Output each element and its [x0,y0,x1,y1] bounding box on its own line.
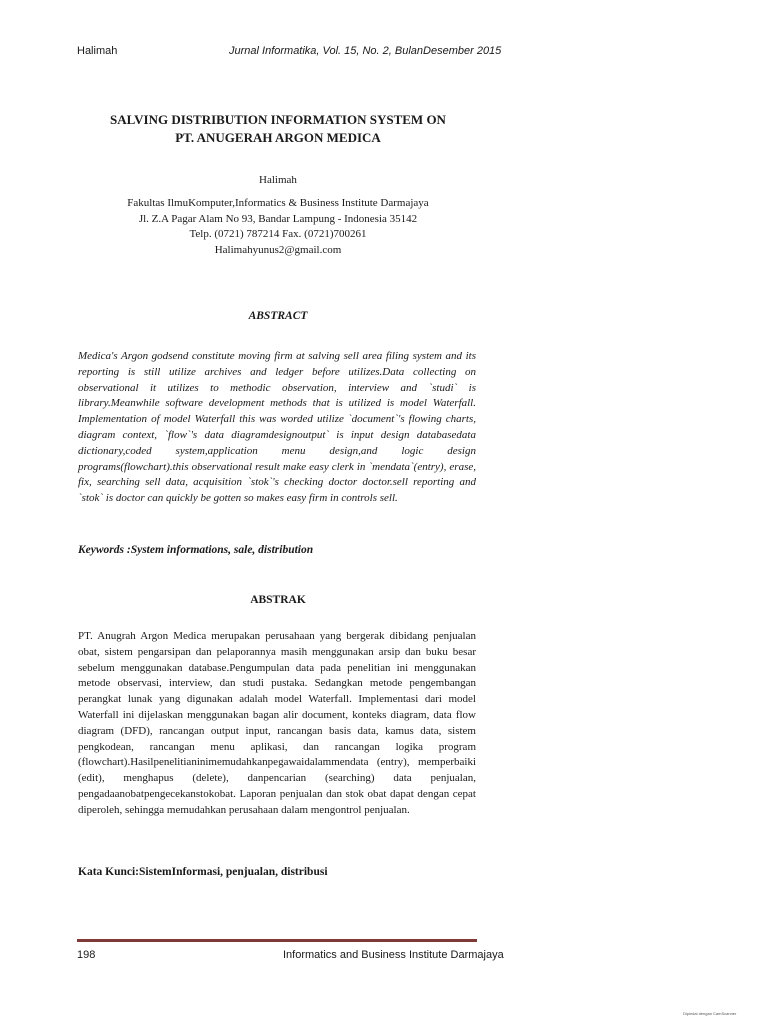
page-number: 198 [77,949,96,961]
paper-title [80,111,476,147]
paper-title-line-2: PT. ANUGERAH ARGON MEDICA [175,130,381,145]
email: Halimahyunus2@gmail.com [214,243,342,256]
footer-institution: Informatics and Business Institute Darmajaya [283,949,504,961]
address: Jl. Z.A Pagar Alam No 93, Bandar Lampung - Indonesia 35142 [138,212,418,225]
author-name: Halimah [259,174,297,186]
abstrak-heading: ABSTRAK [250,594,306,606]
running-header-author: Halimah [77,45,118,57]
author-affiliation-block [80,196,476,258]
abstract-text: Medica's Argon godsend constitute moving firm at salving sell area filing system and its reporting is still utilize archives and ledger before utilizes.Data collecting on observational it utilizes to methodic observation, interview and `studi` is library.Meanwhile software development methods that is utilized is model Waterfall. Implementation of model Waterfall this was worded utilize `document`'s flowing charts, diagram context, `flow`'s data diagramdesignoutput` is input design databasedata dictionary,coded system,application menu design,and logic design programs(flowchart).this observational result make easy clerk in `mendata`(entry), erase, fix, searching sell data, acquisition `stok`'s checking doctor doctor.sell reporting and `stok` is doctor can quickly be gotten so makes easy firm in controls sell. [78,350,476,505]
kata-kunci: Kata Kunci:SistemInformasi, penjualan, distribusi [78,866,328,878]
scanner-watermark: Dipindai dengan CamScanner [683,1011,737,1016]
keywords: Keywords :System informations, sale, distribution [78,544,314,556]
abstrak-text: PT. Anugrah Argon Medica merupakan perusahaan yang bergerak dibidang penjualan obat, sistem pengarsipan dan pelaporannya masih menggunakan arsip dan buku besar sebelum menggunakan database.Pengumpulan data pada penelitian ini menggunakan metode observasi, interview, dan studi pustaka. Sedangkan metode pengembangan perangkat lunak yang digunakan adalah model Waterfall. Implementasi dari model Waterfall ini dijelaskan menggunakan bagan alir document, konteks diagram, data flow diagram (DFD), rancangan output input, rancangan basis data, kamus data, sistem pengkodean, rancangan menu aplikasi, dan rancangan logika program (flowchart).Hasilpenelitianinimemudahkanpegawaidalammendata (entry), memperbaiki (edit), menghapus (delete), danpencarian (searching) data penjualan, pengadaanobatpengecekanstokobat. Laporan penjualan dan stok obat dapat dengan cepat diperoleh, sehingga memudahkan perusahaan dalam mengontrol penjualan. [78,630,476,816]
affiliation: Fakultas IlmuKomputer,Informatics & Business Institute Darmajaya [127,197,429,209]
phone-fax: Telp. (0721) 787214 Fax. (0721)700261 [189,228,367,240]
abstract-heading: ABSTRACT [248,310,308,322]
running-header-journal: Jurnal Informatika, Vol. 15, No. 2, BulanDesember 2015 [229,45,502,57]
footer-rule [77,939,477,942]
paper-title-line-1: SALVING DISTRIBUTION INFORMATION SYSTEM ON [110,112,446,127]
